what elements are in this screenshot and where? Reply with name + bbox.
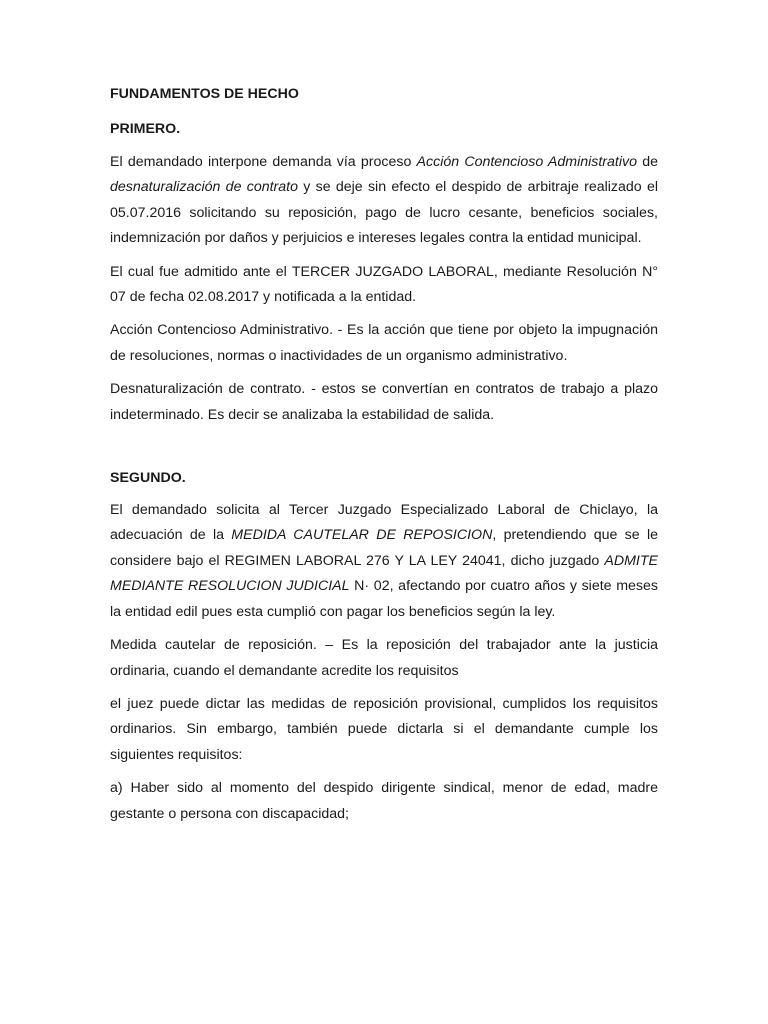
paragraph-definition-medida: Medida cautelar de reposición. – Es la reposición del trabajador ante la justicia ordinaria, cuando el demandante acredite los requisitos: [110, 637, 658, 679]
document-heading: FUNDAMENTOS DE HECHO: [110, 86, 299, 102]
italic-term: ADMITE MEDIANTE RESOLUCION JUDICIAL: [110, 552, 658, 595]
italic-term: Acción Contencioso Administrativo: [416, 154, 637, 170]
italic-term: MEDIDA CAUTELAR DE REPOSICION: [231, 527, 493, 544]
paragraph-text: y se deje sin efecto el despido de arbitraje realizado el 05.07.2016 solicitando su reposición, pago de lucro cesante, beneficios sociales, indemnización por daños y perjuicios e intereses legales contra la entidad municipal.: [110, 179, 658, 247]
paragraph-definition-desnaturalizacion: Desnaturalización de contrato. - estos se convertían en contratos de trabajo a plazo indeterminado. Es decir se analizaba la estabilidad de salida.: [110, 381, 658, 423]
paragraph-text: , pretendiendo que se le considere bajo el REGIMEN LABORAL 276 Y LA LEY 24041, dicho juzgado: [110, 527, 658, 569]
paragraph-text: El demandado solicita al Tercer Juzgado Especializado Laboral de Chiclayo, la adecuación de la: [110, 502, 658, 544]
paragraph-demanda: [110, 150, 658, 252]
section-title-primero: PRIMERO.: [110, 121, 181, 137]
paragraph-text: El demandado interpone demanda vía proceso: [110, 154, 417, 170]
paragraph-definition-accion: Acción Contencioso Administrativo. - Es la acción que tiene por objeto la impugnación de resoluciones, normas o inactividades de un organismo administrativo.: [110, 322, 658, 364]
list-item-a: a) Haber sido al momento del despido dirigente sindical, menor de edad, madre gestante o persona con discapacidad;: [110, 780, 658, 822]
section-title-segundo: SEGUNDO.: [110, 470, 186, 487]
document-page: [110, 84, 658, 835]
italic-term: desnaturalización de contrato: [110, 179, 298, 196]
paragraph-admitido: El cual fue admitido ante el TERCER JUZGADO LABORAL, mediante Resolución N° 07 de fecha 02.08.2017 y notificada a la entidad.: [110, 263, 658, 306]
paragraph-solicitud: [110, 498, 658, 625]
paragraph-text: de: [637, 154, 658, 170]
paragraph-text: N· 02, afectando por cuatro años y siete meses la entidad edil pues esta cumplió con pagar los beneficios según la ley.: [110, 578, 658, 620]
paragraph-requisitos: el juez puede dictar las medidas de reposición provisional, cumplidos los requisitos ordinarios. Sin embargo, también puede dictarla si el demandante cumple los siguientes requisitos:: [110, 695, 658, 763]
